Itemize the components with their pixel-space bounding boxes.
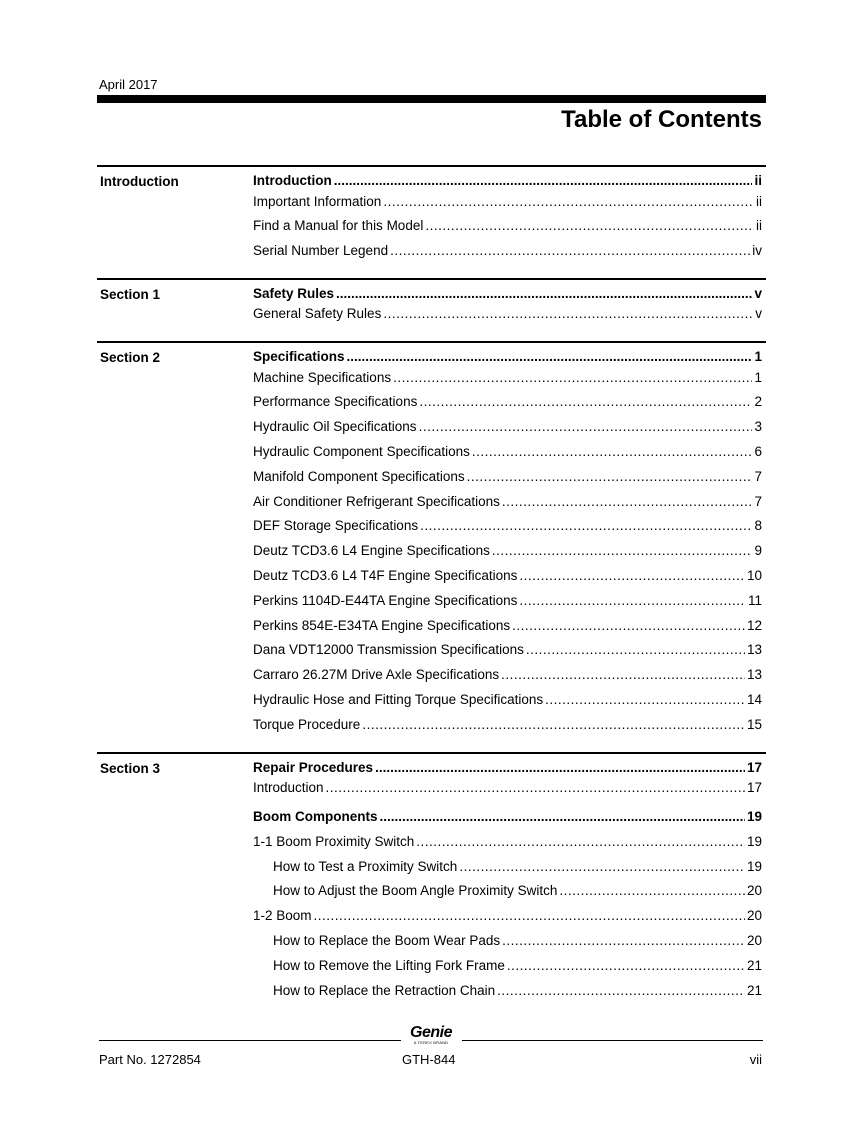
toc-entry-title: Introduction: [253, 173, 332, 188]
toc-entry[interactable]: [253, 834, 762, 859]
toc-entry[interactable]: [253, 286, 762, 307]
toc-entry-page: 1: [754, 369, 762, 385]
toc-entry[interactable]: [253, 370, 762, 395]
toc-entry-page: 21: [746, 957, 762, 973]
toc-entry[interactable]: [253, 494, 762, 519]
toc-entry-title: Hydraulic Oil Specifications: [253, 419, 417, 435]
toc-entry[interactable]: [253, 194, 762, 219]
toc-entry-title: Manifold Component Specifications: [253, 468, 465, 484]
toc-entry-page: 3: [754, 419, 762, 435]
toc-entry-title: Important Information: [253, 193, 382, 209]
toc-entry-title: Dana VDT12000 Transmission Specifications: [253, 642, 524, 658]
toc-entry-page: 19: [746, 808, 762, 824]
toc-entry-title: How to Replace the Boom Wear Pads: [273, 932, 501, 948]
toc-entry-page: 15: [746, 716, 762, 732]
toc-entry-title: Perkins 854E-E34TA Engine Specifications: [253, 617, 511, 633]
section-entries: [253, 349, 762, 741]
toc-entry[interactable]: [253, 642, 762, 667]
section-label: Section 2: [100, 350, 161, 366]
toc-entry-title: 1-1 Boom Proximity Switch: [253, 833, 415, 849]
toc-entry-page: 6: [754, 444, 762, 460]
toc-entry-title: Deutz TCD3.6 L4 T4F Engine Specifications: [253, 568, 518, 584]
dot-leader: [420, 518, 752, 533]
dot-leader: [375, 760, 745, 775]
toc-entry[interactable]: [253, 518, 762, 543]
toc-entry-page: 7: [754, 468, 762, 484]
toc-entry-title: Hydraulic Component Specifications: [253, 444, 470, 460]
toc-entry-title: How to Replace the Retraction Chain: [273, 982, 496, 998]
toc-entry-page: 12: [746, 617, 762, 633]
footer-page-number: vii: [749, 1052, 762, 1067]
toc-entry-page: v: [754, 285, 762, 301]
toc-entry-page: 13: [746, 642, 762, 658]
toc-entry-page: 9: [754, 543, 762, 559]
footer-rule-right: [462, 1040, 763, 1041]
toc-entry-page: 14: [746, 692, 762, 708]
dot-leader: [362, 717, 745, 732]
footer-part-number: Part No. 1272854: [99, 1052, 201, 1067]
dot-leader: [314, 908, 745, 923]
logo-tagline: A TEREX BRAND: [413, 1040, 449, 1045]
logo-wordmark: Genie: [410, 1024, 452, 1041]
toc-entry-page: 11: [747, 592, 762, 608]
toc-section: [97, 165, 766, 278]
toc-entry-title: Specifications: [253, 349, 345, 365]
toc-entry[interactable]: [253, 908, 762, 933]
toc-entry-title: Find a Manual for this Model: [253, 218, 424, 234]
toc-entry[interactable]: [253, 717, 762, 742]
dot-leader: [512, 618, 745, 633]
toc-entry-title: Perkins 1104D-E44TA Engine Specifications: [253, 592, 518, 608]
toc-entry-page: 17: [746, 759, 762, 775]
dot-leader: [519, 593, 746, 608]
toc-entry[interactable]: [253, 883, 762, 908]
toc-entry-title: How to Adjust the Boom Angle Proximity Switch: [273, 883, 558, 899]
dot-leader: [502, 933, 745, 948]
dot-leader: [507, 958, 745, 973]
toc-entry[interactable]: [253, 444, 762, 469]
toc-entry-page: 20: [746, 932, 762, 948]
dot-leader: [383, 194, 754, 209]
toc-entry-title: Serial Number Legend: [253, 243, 389, 259]
toc-entry-title: Carraro 26.27M Drive Axle Specifications: [253, 667, 500, 683]
toc-entry-title: Repair Procedures: [253, 759, 374, 775]
genie-logo: [406, 1025, 456, 1045]
toc-entry-page: 7: [754, 493, 762, 509]
toc-sections: [97, 165, 766, 1017]
toc-entry[interactable]: [253, 593, 762, 618]
toc-entry-page: 19: [746, 833, 762, 849]
toc-entry[interactable]: [253, 809, 762, 834]
toc-entry-page: v: [755, 306, 762, 322]
dot-leader: [336, 286, 752, 301]
toc-entry[interactable]: [253, 692, 762, 717]
toc-entry-title: How to Remove the Lifting Fork Frame: [273, 957, 505, 973]
dot-leader: [334, 173, 753, 188]
section-entries: [253, 760, 762, 1008]
footer-rule-left: [99, 1040, 401, 1041]
section-label: Section 3: [100, 760, 161, 776]
dot-leader: [559, 883, 745, 898]
toc-entry-page: 10: [746, 568, 762, 584]
toc-entry-page: 19: [746, 858, 762, 874]
toc-entry[interactable]: [253, 568, 762, 593]
header-date: April 2017: [99, 77, 158, 92]
toc-entry-title: Hydraulic Hose and Fitting Torque Specifications: [253, 692, 544, 708]
toc-entry-title: DEF Storage Specifications: [253, 518, 419, 534]
toc-entry-page: ii: [756, 218, 762, 234]
section-entries: [253, 286, 762, 331]
dot-leader: [501, 667, 745, 682]
section-label: Introduction: [100, 174, 179, 189]
dot-leader: [390, 243, 750, 258]
toc-entry[interactable]: [253, 243, 762, 268]
dot-leader: [519, 568, 745, 583]
toc-entry-title: Deutz TCD3.6 L4 Engine Specifications: [253, 543, 490, 559]
toc-entry[interactable]: [253, 306, 762, 331]
dot-leader: [419, 394, 752, 409]
dot-leader: [526, 642, 745, 657]
toc-entry-page: ii: [754, 173, 762, 188]
toc-entry-page: 20: [746, 883, 762, 899]
dot-leader: [459, 859, 745, 874]
dot-leader: [425, 218, 754, 233]
toc-entry-title: Introduction: [253, 780, 324, 796]
toc-entry-page: ii: [756, 193, 762, 209]
header-rule: [97, 95, 766, 103]
toc-entry[interactable]: [253, 349, 762, 370]
toc-entry-page: 20: [746, 908, 762, 924]
dot-leader: [416, 834, 745, 849]
toc-entry-page: 1: [754, 349, 762, 365]
dot-leader: [497, 983, 745, 998]
dot-leader: [467, 469, 753, 484]
section-entries: [253, 173, 762, 268]
dot-leader: [502, 494, 753, 509]
toc-section: [97, 341, 766, 751]
dot-leader: [326, 780, 745, 795]
toc-entry-page: 8: [754, 518, 762, 534]
toc-entry-title: Torque Procedure: [253, 716, 361, 732]
toc-entry-title: Boom Components: [253, 808, 378, 824]
toc-entry-title: Air Conditioner Refrigerant Specifications: [253, 493, 500, 509]
toc-section: [97, 278, 766, 341]
toc-entry[interactable]: [253, 618, 762, 643]
toc-entry[interactable]: [253, 218, 762, 243]
toc-entry-title: General Safety Rules: [253, 306, 382, 322]
toc-entry[interactable]: [253, 780, 762, 805]
toc-entry-page: iv: [752, 243, 762, 259]
toc-entry-page: 2: [754, 394, 762, 410]
toc-entry[interactable]: [253, 983, 762, 1008]
dot-leader: [393, 370, 752, 385]
toc-entry-page: 17: [746, 780, 762, 796]
toc-entry-title: How to Test a Proximity Switch: [273, 858, 458, 874]
section-label: Section 1: [100, 286, 161, 302]
toc-entry[interactable]: [253, 933, 762, 958]
toc-entry[interactable]: [253, 394, 762, 419]
toc-entry-page: 21: [746, 982, 762, 998]
toc-entry[interactable]: [253, 173, 762, 194]
dot-leader: [492, 543, 753, 558]
dot-leader: [347, 349, 753, 364]
page-title: Table of Contents: [561, 106, 762, 133]
footer-model: GTH-844: [402, 1052, 456, 1067]
toc-entry[interactable]: [253, 667, 762, 692]
dot-leader: [545, 692, 745, 707]
toc-entry[interactable]: [253, 469, 762, 494]
dot-leader: [472, 444, 753, 459]
toc-entry[interactable]: [253, 760, 762, 781]
toc-entry-title: Performance Specifications: [253, 394, 418, 410]
toc-entry-page: 13: [746, 667, 762, 683]
toc-section: [97, 752, 766, 1018]
dot-leader: [419, 419, 753, 434]
dot-leader: [380, 809, 745, 824]
toc-entry[interactable]: [253, 419, 762, 444]
toc-entry-title: Machine Specifications: [253, 369, 392, 385]
toc-entry[interactable]: [253, 859, 762, 884]
dot-leader: [383, 306, 753, 321]
toc-entry[interactable]: [253, 543, 762, 568]
toc-entry-title: 1-2 Boom: [253, 908, 312, 924]
toc-entry[interactable]: [253, 958, 762, 983]
toc-entry-title: Safety Rules: [253, 285, 335, 301]
